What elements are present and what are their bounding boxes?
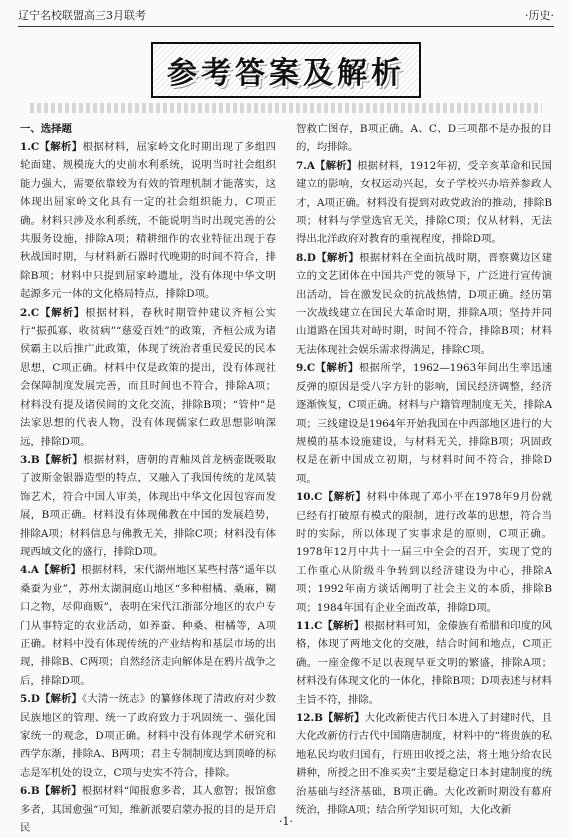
- header-divider: [18, 26, 554, 27]
- title-box: [151, 42, 421, 98]
- answer-item: [20, 690, 276, 782]
- answer-number: 12.B: [296, 712, 323, 724]
- analysis-tag: 【解析】: [39, 453, 83, 466]
- page-number: ·1·: [279, 815, 293, 828]
- analysis-tag: 【解析】: [39, 306, 86, 319]
- analysis-tag: 【解析】: [322, 491, 367, 504]
- title-banner: [0, 42, 572, 98]
- left-column: [20, 120, 277, 835]
- answer-text: 根据材料“闻报愈多者，其人愈智；报馆愈多者，其国愈强”可知，维新派要启蒙办报的目的是开启民: [20, 785, 277, 835]
- answer-columns: [20, 120, 553, 835]
- answer-text: 智救亡图存，B项正确。A、C、D三项都不是办报的目的，均排除。: [296, 123, 552, 154]
- answer-text: 根据材料，春秋时期管仲建议齐桓公实行“振孤寡、收贫病”“慈爱百姓”的政策，齐桓公成为诸侯霸主以后推广此政策，体现了统治者重民爱民的民本思想，C项正确。材料中仅是政策的提出，没有体现社会保障制度发展完善，而且时间也不符合，排除A项；材料没有提及诸侯间的文化交流，排除B项；“管仲”是法家思想的代表人物，没有体现儒家仁政思想影响深远，排除D项。: [20, 306, 277, 448]
- answer-number: 1.C: [20, 141, 40, 153]
- answer-item: [296, 488, 552, 617]
- analysis-tag: 【解析】: [314, 159, 358, 172]
- page-title: 参考答案及解析: [167, 56, 405, 91]
- answer-item: [296, 120, 552, 157]
- section-title: 一、选择题: [20, 123, 72, 135]
- answer-number: 3.B: [20, 453, 40, 466]
- answer-number: 8.D: [296, 251, 316, 264]
- answer-text: 根据材料在全面抗战时期，晋察冀边区建立的文艺团体在中国共产党的领导下，广泛进行宣传演出活动，旨在激发民众的抗战热情，D项正确。经历第一次战线建立在国民大革命时期，排除A项；坚持并同山道路在国共对峙时期，时间不符合，排除B项；材料无法体现社会娱乐需求得满足，排除C项。: [296, 251, 553, 356]
- answer-text: 《大清一统志》的纂修体现了清政府对少数民族地区的管理、统一了政府致力于巩固统一、强化国家统一的观念，D项正确。材料中没有体现学术研究和西学东渐，排除A、B两项；君主专制制度达到顶峰的标志是军机处的设立，C项与史实不符合，排除。: [20, 693, 276, 779]
- analysis-tag: 【解析】: [315, 362, 359, 375]
- answer-item: [20, 782, 276, 837]
- analysis-tag: 【解析】: [38, 564, 82, 577]
- right-column: [296, 120, 553, 817]
- analysis-tag: 【解析】: [39, 785, 82, 798]
- answer-number: 4.A: [20, 564, 39, 577]
- answer-item: [296, 617, 552, 709]
- answer-text: 根据材料，1912年初，受辛亥革命和民国建立的影响，女权运动兴起，女子学校兴办培养参政人才，A项正确。材料没有提到对政党政治的推动，排除B项；材料与学堂选官无关，排除C项；仅从材料，无法得出北洋政府对教育的重视程度，排除D项。: [296, 159, 552, 246]
- header-subject: ·历史·: [525, 9, 554, 22]
- answer-item: [20, 451, 276, 561]
- answer-item: [20, 138, 276, 304]
- answer-text: 根据材料，唐朝的青釉凤首龙柄壶既吸取了波斯金银器造型的特点，又融入了我国传统的龙凤装饰艺术，符合中国人审美，体现出中华文化因包容而发展，B项正确。材料没有体现佛教在中国的发展趋势，排除A项；材料信息与佛教无关，排除C项；材料没有体现西域文化的盛行，排除D项。: [20, 453, 276, 558]
- answer-item: [20, 304, 276, 451]
- answer-text: 根据材料可知，金傣族有希腊和印度的风格，体现了两地文化的交融，结合时间和地点，C项正确。一座金像不足以表现早亚文明的繁盛，排除A项；材料没有体现文化的一体化，排除B项；D项表述与材料主旨不符，排除。: [296, 619, 553, 706]
- answer-item: [296, 359, 552, 488]
- answer-number: 7.A: [296, 159, 315, 172]
- answer-text: 根据所学，1962—1963年间出生率迅速反弹的原因是受八字方针的影响，国民经济调整，经济逐渐恢复，C项正确。材料与户籍管理制度无关，排除A项；三线建设是1964年开始我国在中西部地区进行的大规模的基本设施建设，与材料无关，排除B项；巩固政权是在新中国成立初期，与材料时间不符合，排除D项。: [296, 362, 553, 485]
- answer-number: 10.C: [296, 491, 323, 504]
- answer-item: [20, 561, 276, 690]
- analysis-tag: 【解析】: [322, 619, 365, 632]
- answer-text: 根据材料，宋代湖州地区某些村落“遥年以桑蚕为业”，苏州太湖洞庭山地区“多种柑橘、桑麻，糊口之物，尽仰商贩”，表明在宋代江浙部分地区的农户专门从事特定的农业活动，如养蚕、种桑、柑橘等，A项正确。材料中没有体现传统的产业结构和基层市场的出现，排除B、C两项；自然经济走向解体是在鸦片战争之后，排除D项。: [20, 564, 277, 687]
- answer-item: [296, 157, 552, 249]
- answer-text: 大化改新使古代日本进入了封建时代，且大化改新仿行古代中国隋唐制度，材料中的“将贵族的私地私民均收归国有，行班田收授之法，将土地分给农民耕种，所授之田不准买卖”主要是稳定日本封建制度的统治基础与经济基础，B项正确。大化改新时期没有幕府统治，排除A项；结合所学知识可知，大化改新: [296, 712, 553, 817]
- answer-item: [296, 709, 552, 819]
- page-header: [18, 6, 554, 24]
- answer-item: [296, 249, 552, 359]
- header-exam-name: 辽宁名校联盟高三3月联考: [18, 9, 146, 22]
- answer-number: 6.B: [20, 785, 40, 798]
- decorative-divider: [30, 103, 542, 113]
- answer-text: 材料中体现了邓小平在1978年9月份就已经有打破原有模式的限制，进行改革的思想，符合当时的实际，所以体现了实事求是的原则，C项正确。1978年12月中共十一届三中全会的召开，实现了党的工作重心从阶级斗争转到以经济建设为中心，排除A项；1992年南方谈话阐明了社会主义的本质，排除B项；1984年国有企业全面改革，排除D项。: [296, 491, 552, 614]
- answer-number: 11.C: [296, 619, 323, 632]
- answer-number: 2.C: [20, 306, 40, 319]
- answer-number: 9.C: [296, 362, 316, 375]
- answer-text: 根据材料，屈家岭文化时期出现了多组四轮面建、规模庞大的史前水利系统，说明当时社会组织能力强大，需要依靠较为有效的管理机制才能落实，这体现出屈家岭文化具有一定的社会组织能力，C项正确。材料只涉及水利系统，不能说明当时出现完善的公共服务设施，排除A项；精耕细作的农业特征出现于春秋战国时期，与材料新石器时代晚期的时间不符合，排除B项；材料中只提到屈家岭遗址，没有体现中华文明起源多元一体的文化格局特点，排除D项。: [20, 141, 277, 301]
- answer-number: 5.D: [20, 693, 40, 706]
- analysis-tag: 【解析】: [315, 251, 360, 264]
- analysis-tag: 【解析】: [39, 693, 82, 706]
- analysis-tag: 【解析】: [322, 712, 365, 724]
- analysis-tag: 【解析】: [39, 141, 83, 153]
